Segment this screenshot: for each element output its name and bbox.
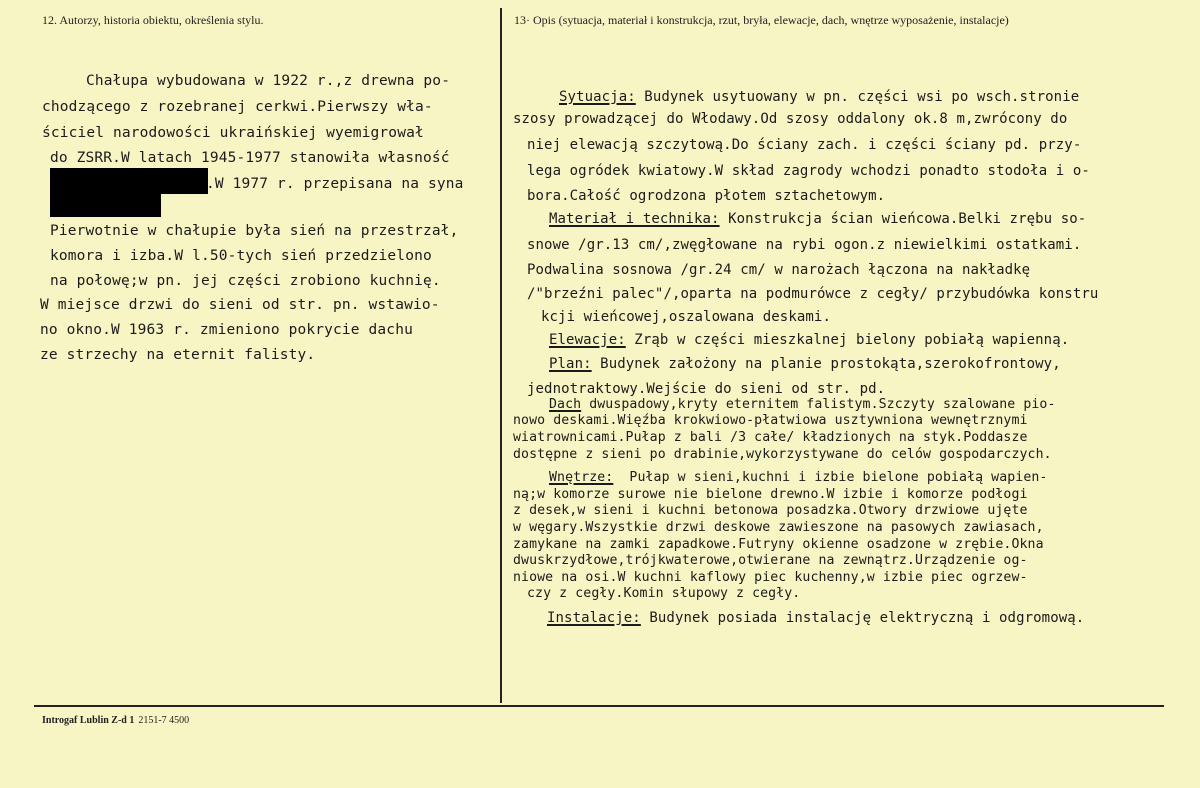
dach-label: Dach <box>549 397 582 412</box>
material-label: Materiał i technika: <box>549 211 720 227</box>
material-line: snowe /gr.13 cm/,zwęgłowane na rybi ogon.z niewielkimi ostatkami. <box>527 237 1082 253</box>
wnetrze-label: Wnętrze: <box>549 470 614 485</box>
dach-line: nowo deskami.Więźba krokwiowo-płatwiowa usztywniona wewnętrznymi <box>513 413 1028 428</box>
dach-line: wiatrownicami.Pułap z bali /3 całe/ kładzionych na styk.Poddasze <box>513 430 1028 445</box>
instalacje-line: Instalacje: Budynek posiada instalację elektryczną i odgromową. <box>547 610 1085 626</box>
printer-name: Introgaf Lublin Z-d 1 <box>42 715 135 726</box>
history-line: ściciel narodowości ukraińskiej wyemigrował <box>42 125 424 141</box>
sytuacja-label: Sytuacja: <box>559 89 636 105</box>
plan-line: Plan: Budynek założony na planie prostokąta,szerokofrontowy, <box>549 356 1061 372</box>
sytuacja-line: szosy prowadzącej do Włodawy.Od szosy oddalony ok.8 m,zwrócony do <box>513 111 1068 127</box>
redaction-block <box>50 168 208 194</box>
material-line: /"brzeźni palec"/,oparta na podmurówce z cegły/ przybudówka konstru <box>527 286 1099 302</box>
wnetrze-line: zamykane na zamki zapadkowe.Futryny okienne osadzone w zrębie.Okna <box>513 537 1044 552</box>
sytuacja-line: lega ogródek kwiatowy.W skład zagrody wchodzi ponadto stodoła i o- <box>527 163 1090 179</box>
wnetrze-line: niowe na osi.W kuchni kaflowy piec kuchenny,w izbie piec ogrzew- <box>513 570 1028 585</box>
wnetrze-line: z desek,w sieni i kuchni betonowa posadzka.Otwory drzwiowe ujęte <box>513 503 1028 518</box>
material-line: kcji wieńcowej,oszalowana deskami. <box>541 309 831 325</box>
wnetrze-line: Wnętrze: Pułap w sieni,kuchni i izbie bielone pobiałą wapien- <box>549 470 1048 485</box>
dach-line: dostępne z sieni po drabinie,wykorzystywane do celów gospodarczych. <box>513 447 1052 462</box>
history-line: ze strzechy na eternit falisty. <box>40 347 316 363</box>
history-line: no okno.W 1963 r. zmieniono pokrycie dachu <box>40 322 413 338</box>
history-line: Chałupa wybudowana w 1922 r.,z drewna po- <box>86 73 451 89</box>
history-line: komora i izba.W l.50-tych sień przedzielono <box>50 248 432 264</box>
section-12-header: 12. Autorzy, historia obiektu, określenia stylu. <box>42 13 264 27</box>
plan-label: Plan: <box>549 356 592 372</box>
printer-imprint <box>42 715 189 726</box>
wnetrze-line: czy z cegły.Komin słupowy z cegły. <box>527 586 801 601</box>
sytuacja-line: bora.Całość ogrodzona płotem sztachetowym. <box>527 188 886 204</box>
sytuacja-line: niej elewacją szczytową.Do ściany zach. i części ściany pd. przy- <box>527 137 1082 153</box>
wnetrze-line: w węgary.Wszystkie drzwi deskowe zawieszone na pasowych zawiasach, <box>513 520 1044 535</box>
history-line: na połowę;w pn. jej części zrobiono kuchnię. <box>50 273 441 289</box>
redaction-block <box>50 194 161 217</box>
sytuacja-line: Sytuacja: Budynek usytuowany w pn. części wsi po wsch.stronie <box>559 89 1080 105</box>
history-line: W miejsce drzwi do sieni od str. pn. wstawio- <box>40 297 440 313</box>
footer-rule <box>34 705 1164 707</box>
wnetrze-line: ną;w komorze surowe nie bielone drewno.W izbie i komorze podłogi <box>513 487 1028 502</box>
material-line: Materiał i technika: Konstrukcja ścian wieńcowa.Belki zrębu so- <box>549 211 1087 227</box>
plan-line: jednotraktowy.Wejście do sieni od str. pd. <box>527 381 886 397</box>
history-line: do ZSRR.W latach 1945-1977 stanowiła własność <box>50 150 450 166</box>
elewacje-line: Elewacje: Zrąb w części mieszkalnej bielony pobiałą wapienną. <box>549 332 1070 348</box>
history-line: .W 1977 r. przepisana na syna <box>206 176 464 192</box>
column-divider <box>500 8 502 703</box>
instalacje-label: Instalacje: <box>547 610 641 626</box>
section-13-header: 13· Opis (sytuacja, materiał i konstrukcja, rzut, bryła, elewacje, dach, wnętrze wyposażenie, instalacje) <box>514 13 1009 27</box>
dach-line: Dach dwuspadowy,kryty eternitem falistym.Szczyty szalowane pio- <box>549 397 1056 412</box>
history-line: Pierwotnie w chałupie była sień na przestrzał, <box>50 223 459 239</box>
wnetrze-line: dwuskrzydłowe,trójkwaterowe,otwierane na zewnątrz.Urządzenie og- <box>513 553 1028 568</box>
print-code: 2151-7 4500 <box>138 715 190 726</box>
elewacje-label: Elewacje: <box>549 332 626 348</box>
history-line: chodzącego z rozebranej cerkwi.Pierwszy wła- <box>42 99 433 115</box>
material-line: Podwalina sosnowa /gr.24 cm/ w narożach łączona na nakładkę <box>527 262 1031 278</box>
